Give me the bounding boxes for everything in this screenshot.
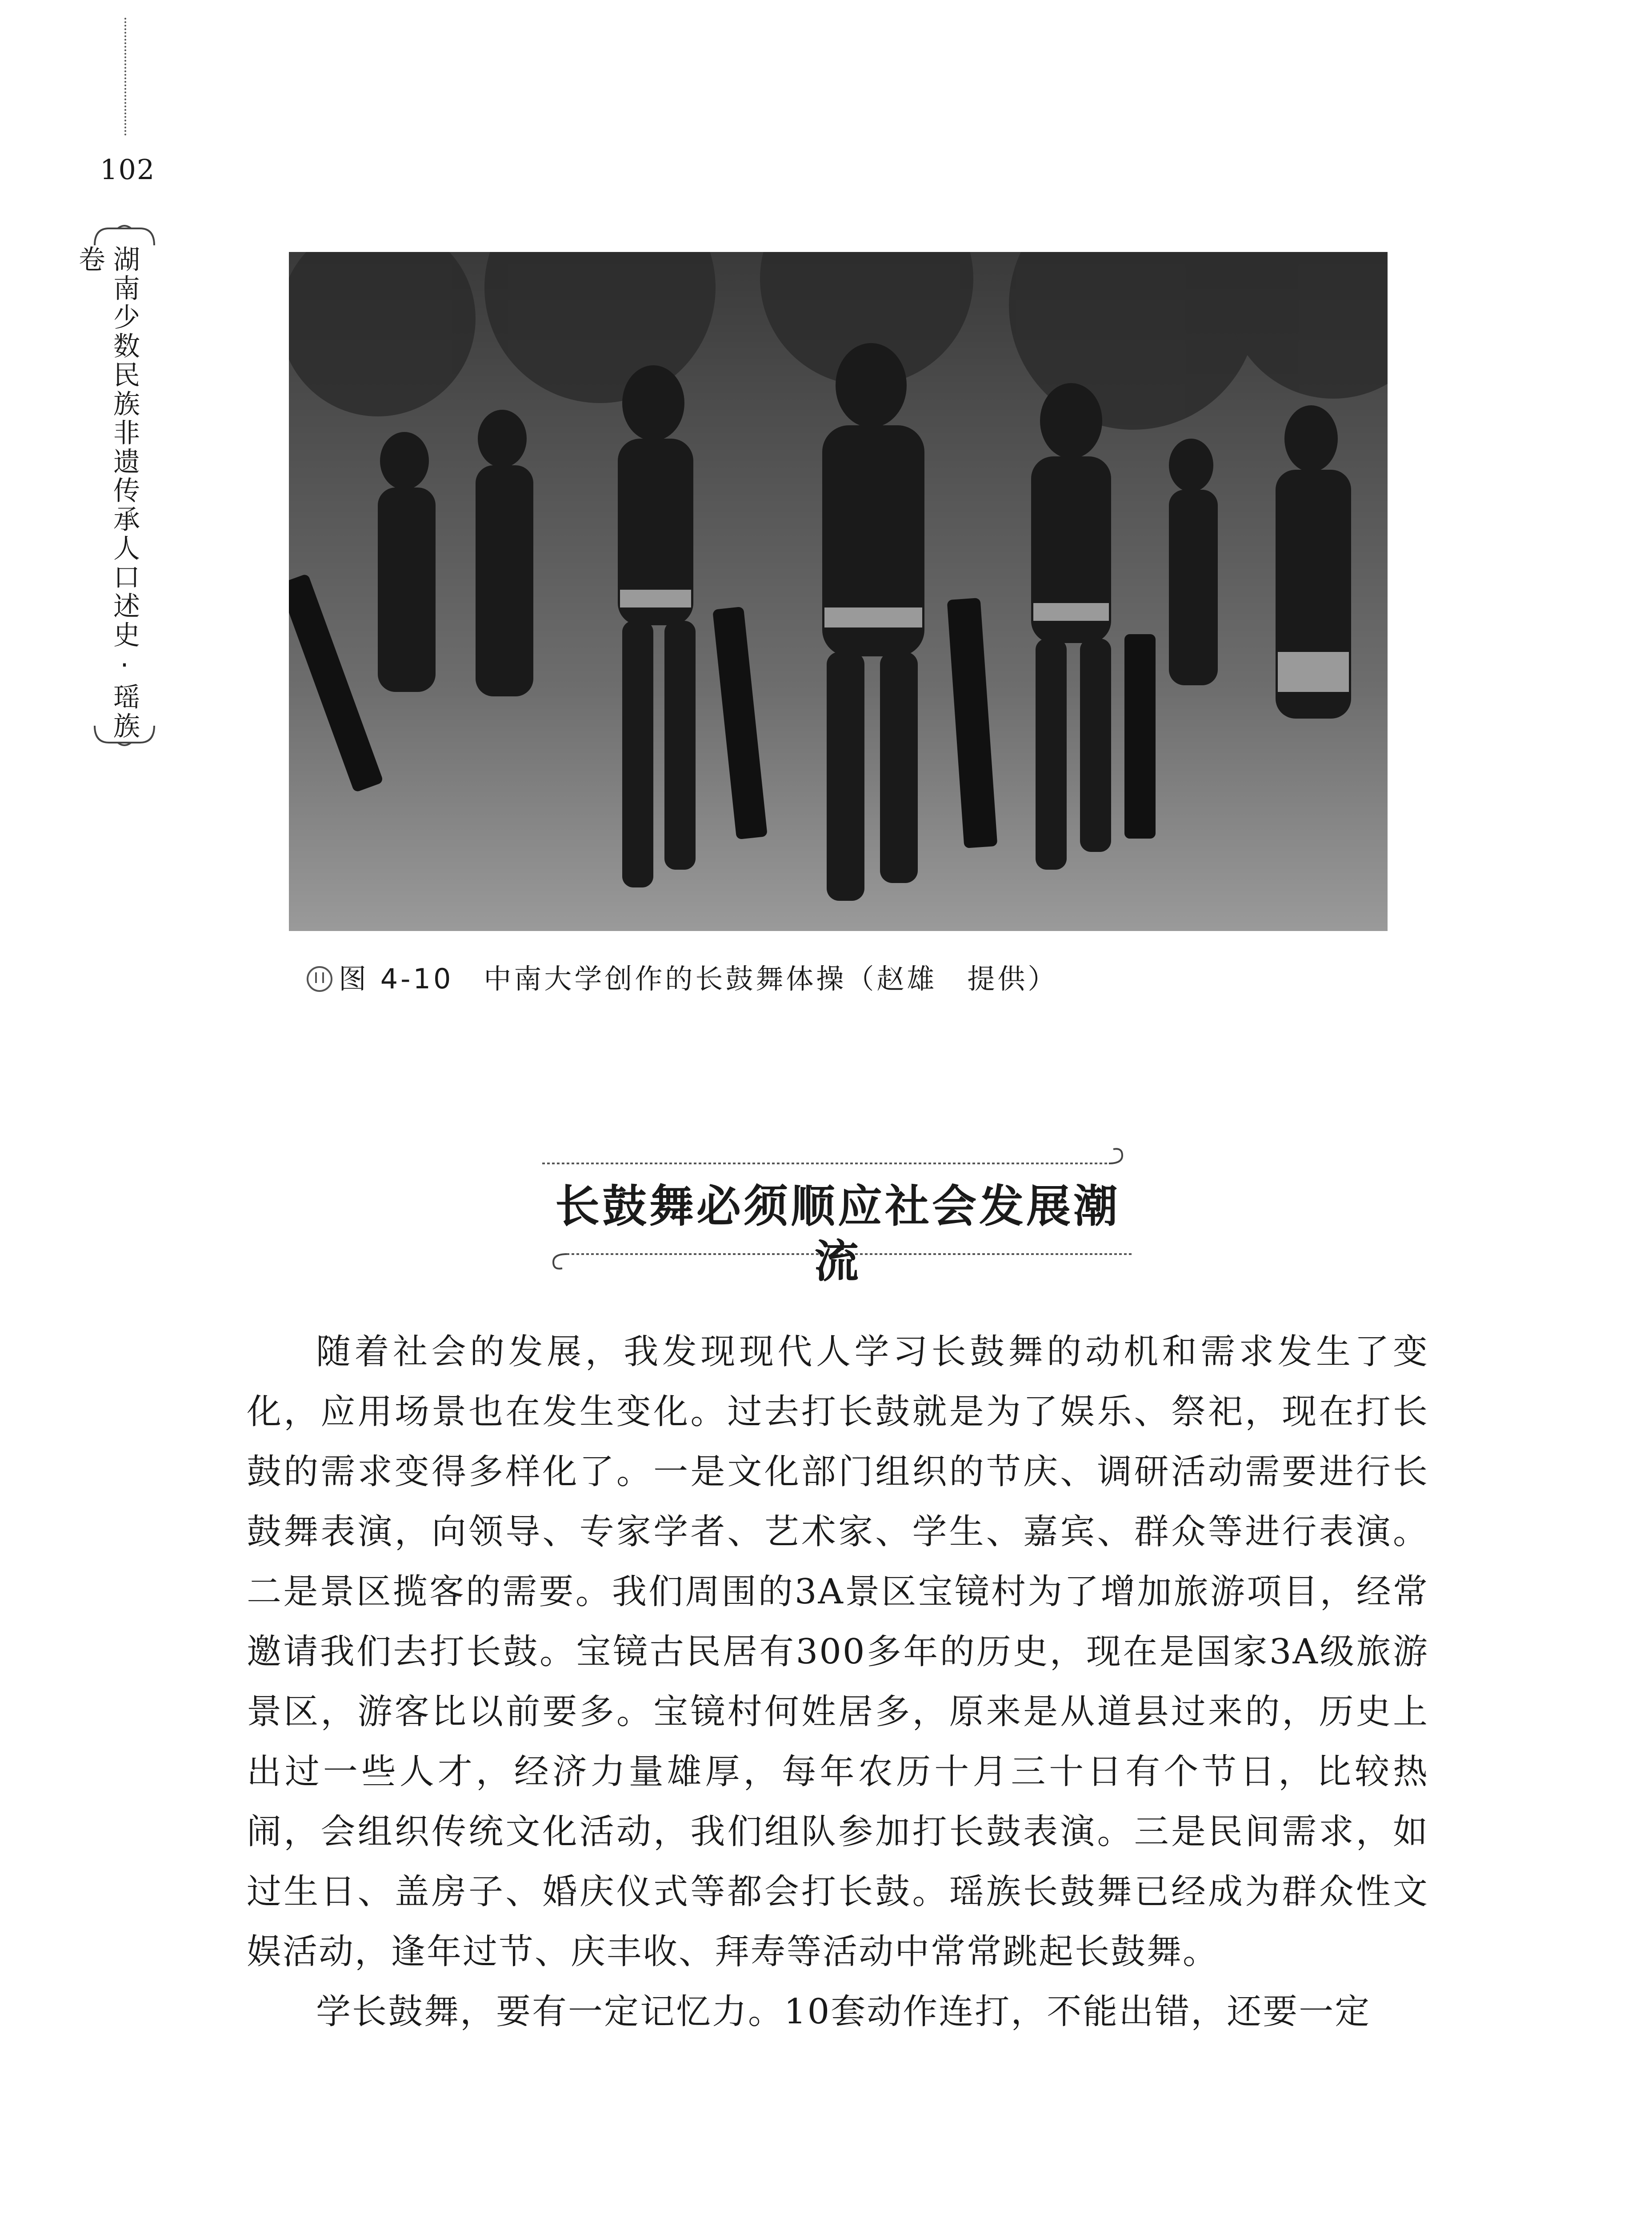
body-text <box>247 1322 1429 2042</box>
figure-caption-text: 图 4-10 中南大学创作的长鼓舞体操（赵雄 提供） <box>339 963 1058 995</box>
running-head <box>74 222 162 749</box>
body-paragraph: 学长鼓舞，要有一定记忆力。10套动作连打，不能出错，还要一定 <box>316 1992 1371 2032</box>
section-heading: 长鼓舞必须顺应社会发展潮流 <box>555 1180 1120 1287</box>
bracket-bottom-ornament <box>87 722 162 749</box>
margin-dotted-rule <box>124 18 126 136</box>
section-heading-block <box>542 1138 1133 1287</box>
figure-caption <box>307 959 1391 999</box>
running-head-title: 湖南少数民族非遗传承人口述史·瑶族卷 <box>74 245 140 741</box>
body-paragraph: 随着社会的发展，我发现现代人学习长鼓舞的动机和需求发生了变化，应用场景也在发生变化。过去打长鼓就是为了娱乐、祭祀，现在打长鼓的需求变得多样化了。一是文化部门组织的节庆、调研活动需要进行长鼓舞表演，向领导、专家学者、艺术家、学生、嘉宾、群众等进行表演。二是景区揽客的需要。我们周围的3A景区宝镜村为了增加旅游项目，经常邀请我们去打长鼓。宝镜古民居有300多年的历史，现在是国家3A级旅游景区，游客比以前要多。宝镜村何姓居多，原来是从道县过来的，历史上出过一些人才，经济力量雄厚，每年农历十月三十日有个节日，比较热闹，会组织传统文化活动，我们组队参加打长鼓表演。三是民间需求，如过生日、盖房子、婚庆仪式等都会打长鼓。瑶族长鼓舞已经成为群众性文娱活动，逢年过节、庆丰收、拜寿等活动中常常跳起长鼓舞。 <box>247 1332 1429 1972</box>
photo-dancers <box>289 252 1388 931</box>
page-number: 102 <box>100 153 156 186</box>
photo-dancers-illustration <box>289 252 1388 931</box>
bracket-top-ornament <box>87 222 162 249</box>
figure-marker-icon <box>307 966 332 992</box>
